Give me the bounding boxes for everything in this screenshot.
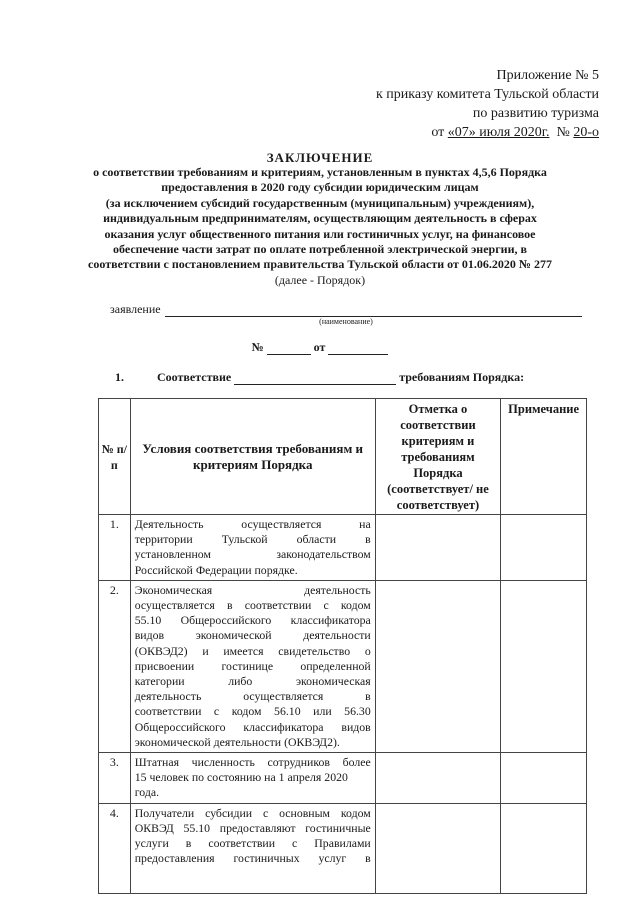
condition-line: 55.10 Общероссийского классификатора — [134, 613, 371, 628]
row-mark-cell[interactable] — [375, 580, 500, 752]
condition-line: категории либо экономическая — [134, 674, 371, 689]
condition-line: Экономическая деятельность — [134, 582, 371, 597]
row-mark-cell[interactable] — [375, 753, 500, 804]
num-prefix: № — [556, 125, 574, 140]
row-mark-cell[interactable] — [375, 803, 500, 893]
subtitle-line: оказания услуг общественного питания или гостиничных услуг, на финансовое — [104, 226, 536, 241]
number-date-row — [0, 340, 640, 355]
header-conditions: Условия соответствия требованиям и критериям Порядка — [130, 399, 375, 515]
row-number: 3. — [99, 753, 131, 804]
subtitle-line: о соответствии требованиям и критериям, установленным в пунктах 4,5,6 Порядка — [93, 165, 547, 179]
row-number: 4. — [99, 803, 131, 893]
row-note-cell[interactable] — [501, 753, 587, 804]
condition-line: присвоении гостинице определенной — [134, 658, 371, 673]
row-number: 2. — [99, 580, 131, 752]
condition-line: территории Тульской области в — [134, 532, 371, 547]
condition-line: экономической деятельности (ОКВЭД2). — [134, 734, 340, 749]
condition-line: Получатели субсидии с основным кодом — [134, 805, 371, 820]
from-label: от — [313, 340, 326, 354]
subtitle-note: (далее - Порядок) — [274, 272, 366, 287]
row-condition — [130, 753, 375, 804]
subtitle-line: индивидуальным предпринимателям, осуществляющим деятельность в сферах — [103, 211, 537, 226]
row-condition — [130, 803, 375, 893]
row-number: 1. — [99, 515, 131, 581]
section-text-before: Соответствие — [157, 370, 232, 384]
appendix-order: к приказу комитета Тульской области — [375, 87, 599, 102]
subtitle-line: (за исключением субсидий государственным (муниципальным) учреждениям), — [105, 195, 535, 210]
condition-line: Штатная численность сотрудников более — [134, 755, 371, 770]
date-field[interactable] — [328, 343, 388, 355]
row-condition — [130, 515, 375, 581]
condition-line: ОКВЭД 55.10 предоставляют гостиничные — [134, 820, 371, 835]
condition-line: 15 человек по состоянию на 1 апреля 2020 года. — [134, 770, 348, 800]
application-name-field[interactable] — [165, 303, 582, 317]
condition-line: Российской Федерации порядке. — [134, 562, 298, 577]
row-note-cell[interactable] — [501, 803, 587, 893]
header-note: Примечание — [501, 399, 587, 515]
date-prefix: от — [431, 125, 448, 140]
condition-line: видов экономической деятельности — [134, 628, 371, 643]
application-row — [110, 299, 582, 317]
section-number: 1. — [115, 370, 124, 384]
appendix-header — [376, 66, 599, 142]
condition-line: Деятельность осуществляется на — [134, 517, 371, 531]
number-label: № — [251, 340, 264, 354]
condition-line: деятельность осуществляется в — [134, 689, 371, 704]
section-1-heading — [115, 370, 524, 385]
condition-line: услуги в соответствии с Правилами — [134, 836, 371, 851]
appendix-date-line — [376, 123, 599, 142]
document-title: ЗАКЛЮЧЕНИЕ — [266, 150, 374, 165]
condition-line: (ОКВЭД2) и имеется свидетельство о — [134, 643, 371, 658]
row-note-cell[interactable] — [501, 580, 587, 752]
condition-line: соответствии с кодом 56.10 или 56.30 — [134, 704, 371, 719]
row-note-cell[interactable] — [501, 515, 587, 581]
subtitle-line: соответствии с постановлением правительства Тульской области от 01.06.2020 № 277 — [88, 257, 552, 272]
table-row — [99, 515, 587, 581]
section-blank-field[interactable] — [234, 373, 396, 385]
header-mark: Отметка о соответствии критериям и требованиям Порядка (соответствует/ не соответствует) — [375, 399, 500, 515]
table-row — [99, 753, 587, 804]
order-number: 20-о — [573, 125, 599, 140]
appendix-number: Приложение № 5 — [496, 68, 599, 83]
document-subtitle — [88, 165, 552, 288]
table-row — [99, 803, 587, 893]
header-num: № п/п — [99, 399, 131, 515]
order-date: «07» июля 2020г. — [447, 125, 550, 140]
condition-line: осуществляется в соответствии с кодом — [134, 598, 371, 613]
table-header-row — [99, 399, 587, 515]
row-condition — [130, 580, 375, 752]
condition-line: установленном законодательством — [134, 547, 371, 562]
application-note: (наименование) — [319, 317, 373, 326]
subtitle-line: предоставления в 2020 году субсидии юридическим лицам — [161, 180, 479, 195]
requirements-table — [98, 398, 587, 894]
condition-line: предоставления гостиничных услуг в — [134, 851, 371, 866]
section-text-after: требованиям Порядка: — [399, 370, 525, 384]
row-mark-cell[interactable] — [375, 515, 500, 581]
subtitle-line: обеспечение части затрат по оплате потребленной электрической энергии, в — [113, 242, 527, 257]
condition-line: Общероссийского классификатора видов — [134, 719, 371, 734]
number-field[interactable] — [267, 343, 311, 355]
table-row — [99, 580, 587, 752]
appendix-committee: по развитию туризма — [472, 106, 599, 121]
application-label: заявление — [110, 302, 161, 316]
